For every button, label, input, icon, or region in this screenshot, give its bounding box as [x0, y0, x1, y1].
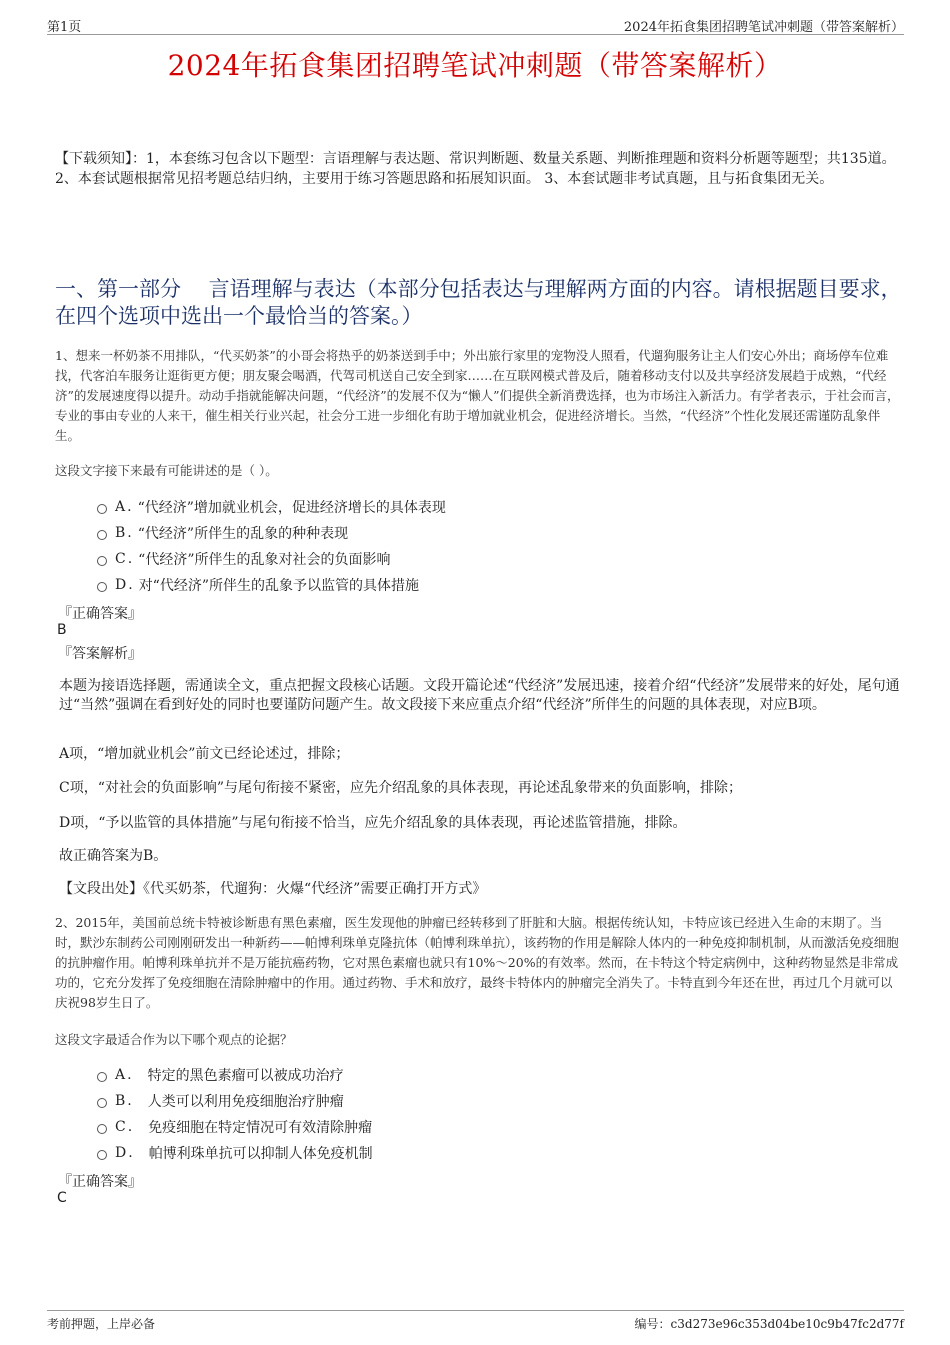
question-1-option-b[interactable]: B . “代经济”所伴生的乱象的种种表现	[97, 523, 348, 543]
page-footer	[47, 1310, 904, 1333]
option-text: 人类可以利用免疫细胞治疗肿瘤	[147, 1094, 344, 1110]
radio-icon[interactable]	[97, 1072, 107, 1082]
option-text: 对“代经济”所伴生的乱象予以监管的具体措施	[138, 578, 420, 594]
question-1-stem: 这段文字接下来最有可能讲述的是（ ）。	[55, 463, 278, 478]
page-number: 第1页	[47, 20, 82, 35]
footer-slogan: 考前押题，上岸必备	[47, 1317, 156, 1331]
question-1-option-d[interactable]: D . 对“代经济”所伴生的乱象予以监管的具体措施	[97, 575, 419, 595]
correct-answer-label: 『正确答案』	[58, 1174, 142, 1190]
question-1-option-a[interactable]: A . “代经济”增加就业机会，促进经济增长的具体表现	[97, 497, 446, 517]
option-text: “代经济”所伴生的乱象对社会的负面影响	[138, 552, 391, 568]
radio-icon[interactable]	[97, 530, 107, 540]
passage-source: 【文段出处】《代买奶茶，代遛狗：火爆“代经济”需要正确打开方式》	[59, 881, 487, 897]
radio-icon[interactable]	[97, 556, 107, 566]
analysis-paragraph: 本题为接语选择题，需通读全文，重点把握文段核心话题。文段开篇论述“代经济”发展迅速，接着介绍“代经济”发展带来的好处，尾句通过“当然”强调在看到好处的同时也要谨防问题产生。故文段接下来应重点介绍“代经济”所伴生的问题的具体表现，对应B项。	[59, 678, 900, 713]
question-1-option-c[interactable]: C . “代经济”所伴生的乱象对社会的负面影响	[97, 549, 391, 569]
header-doc-title: 2024年拓食集团招聘笔试冲刺题（带答案解析）	[623, 20, 904, 35]
analysis-conclusion: 故正确答案为B。	[59, 848, 168, 864]
radio-icon[interactable]	[97, 1150, 107, 1160]
question-1-passage: 1、想来一杯奶茶不用排队，“代买奶茶”的小哥会将热乎的奶茶送到手中；外出旅行家里的宠物没人照看，代遛狗服务让主人们安心外出；商场停车位难找，代客泊车服务让逛街更方便；朋友聚会喝酒，代驾司机送自己安全到家……在互联网模式普及后，随着移动支付以及共享经济发展趋于成熟，“代经济”的发展速度得以提升。动动手指就能解决问题，“代经济”的发展不仅为“懒人”们提供全新消费选择，也为市场注入新活力。有学者表示，于社会而言，专业的事由专业的人来干，催生相关行业兴起，社会分工进一步细化有助于增加就业机会，促进经济增长。当然，“代经济”个性化发展还需谨防乱象伴生。	[55, 348, 900, 443]
document-code: 编号：c3d273e96c353d04be10c9b47fc2d77f	[634, 1317, 904, 1331]
document-title: 2024年拓食集团招聘笔试冲刺题（带答案解析）	[167, 49, 783, 82]
option-text: 免疫细胞在特定情况可有效清除肿瘤	[148, 1120, 373, 1136]
analysis-line-c: C项，“对社会的负面影响”与尾句衔接不紧密，应先介绍乱象的具体表现，再论述乱象带来的负面影响，排除；	[59, 780, 743, 796]
page-header	[47, 14, 904, 35]
option-text: “代经济”所伴生的乱象的种种表现	[137, 526, 349, 542]
correct-answer-value: C	[57, 1190, 67, 1206]
option-text: “代经济”增加就业机会，促进经济增长的具体表现	[137, 500, 446, 516]
question-2-stem: 这段文字最适合作为以下哪个观点的论据？	[55, 1032, 293, 1047]
question-2-option-d[interactable]: D . 帕博利珠单抗可以抑制人体免疫机制	[97, 1143, 373, 1163]
analysis-label: 『答案解析』	[58, 646, 142, 662]
radio-icon[interactable]	[97, 504, 107, 514]
analysis-line-d: D项，“予以监管的具体措施”与尾句衔接不恰当，应先介绍乱象的具体表现，再论述监管措施，排除。	[59, 815, 687, 831]
question-2-option-b[interactable]: B . 人类可以利用免疫细胞治疗肿瘤	[97, 1091, 344, 1111]
option-text: 特定的黑色素瘤可以被成功治疗	[147, 1068, 344, 1084]
option-text: 帕博利珠单抗可以抑制人体免疫机制	[148, 1146, 373, 1162]
radio-icon[interactable]	[97, 582, 107, 592]
radio-icon[interactable]	[97, 1124, 107, 1134]
question-2-option-a[interactable]: A . 特定的黑色素瘤可以被成功治疗	[97, 1065, 344, 1085]
correct-answer-value: B	[57, 622, 67, 638]
radio-icon[interactable]	[97, 1098, 107, 1108]
question-2-passage: 2、2015年，美国前总统卡特被诊断患有黑色素瘤，医生发现他的肿瘤已经转移到了肝脏和大脑。根据传统认知，卡特应该已经进入生命的末期了。当时，默沙东制药公司刚刚研发出一种新药——帕博利珠单克隆抗体（帕博利珠单抗），该药物的作用是解除人体内的一种免疫抑制机制，从而激活免疫细胞的抗肿瘤作用。帕博利珠单抗并不是万能抗癌药物，它对黑色素瘤也就只有10%～20%的有效率。然而，在卡特这个特定病例中，这种药物显然是非常成功的，它充分发挥了免疫细胞在清除肿瘤中的作用。通过药物、手术和放疗，最终卡特体内的肿瘤完全消失了。卡特直到今年还在世，再过几个月就可以庆祝98岁生日了。	[55, 915, 899, 1010]
download-notice: 【下载须知】：1，本套练习包含以下题型：言语理解与表达题、常识判断题、数量关系题、判断推理题和资料分析题等题型；共135道。 2、本套试题根据常见招考题总结归纳，主要用于练习答题思路和拓展知识面。 3、本套试题非考试真题，且与拓食集团无关。	[55, 151, 896, 187]
question-2-option-c[interactable]: C . 免疫细胞在特定情况可有效清除肿瘤	[97, 1117, 372, 1137]
analysis-line-a: A项，“增加就业机会”前文已经论述过，排除；	[59, 746, 350, 762]
section-heading: 一、第一部分 言语理解与表达（本部分包括表达与理解两方面的内容。请根据题目要求，在四个选项中选出一个最恰当的答案。）	[55, 277, 902, 328]
correct-answer-label: 『正确答案』	[58, 606, 142, 622]
